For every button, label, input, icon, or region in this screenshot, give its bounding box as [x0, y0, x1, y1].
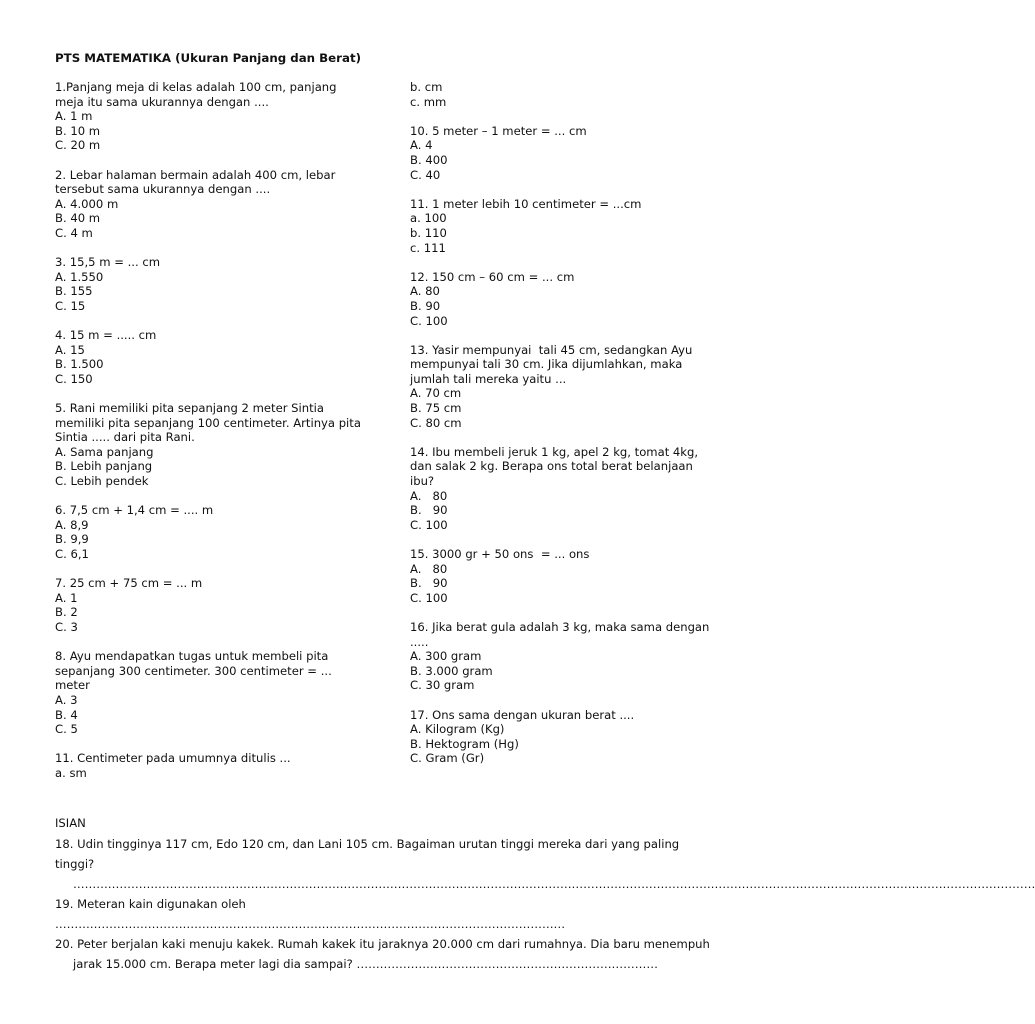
- question-block: [410, 197, 728, 255]
- question-block: [410, 270, 728, 328]
- answer-option: c. mm: [410, 94, 447, 109]
- answer-option: a. sm: [55, 765, 87, 780]
- answer-option: B. 2: [55, 605, 78, 620]
- left-question-column: [55, 80, 373, 795]
- answer-option: B. 90: [410, 576, 448, 591]
- answer-option: C. 100: [410, 590, 448, 605]
- question-text-line: meja itu sama ukurannya dengan ....: [55, 94, 269, 109]
- answer-option: C. 15: [55, 298, 86, 313]
- question-text-line: dan salak 2 kg. Berapa ons total berat belanjaan: [410, 459, 693, 474]
- answer-option: b. cm: [410, 80, 443, 94]
- question-text-line: 15. 3000 gr + 50 ons = ... ons: [410, 547, 590, 561]
- question-text-line: jumlah tali mereka yaitu ...: [410, 371, 567, 386]
- answer-option: B. Hektogram (Hg): [410, 736, 519, 751]
- question-18-line-1: 18. Udin tingginya 117 cm, Edo 120 cm, dan Lani 105 cm. Bagaiman urutan tinggi mereka dari yang paling: [55, 836, 680, 851]
- question-text-line: 11. Centimeter pada umumnya ditulis ...: [55, 751, 291, 766]
- question-20-line-1: 20. Peter berjalan kaki menuju kakek. Rumah kakek itu jaraknya 20.000 cm dari rumahnya. Dia baru menempuh: [55, 936, 710, 951]
- question-block: [55, 328, 373, 386]
- question-text-line: 16. Jika berat gula adalah 3 kg, maka sama dengan: [410, 619, 710, 634]
- answer-option: C. 80 cm: [410, 415, 462, 430]
- question-text-line: ibu?: [410, 474, 435, 489]
- question-text-line: 12. 150 cm – 60 cm = ... cm: [410, 269, 575, 284]
- question-text-line: 13. Yasir mempunyai tali 45 cm, sedangkan Ayu: [410, 342, 693, 357]
- question-block: [55, 503, 373, 561]
- answer-option: C. Gram (Gr): [410, 751, 485, 766]
- answer-option: B. 10 m: [55, 123, 101, 138]
- question-block: [55, 576, 373, 634]
- question-block: [410, 708, 728, 766]
- answer-option: A. Kilogram (Kg): [410, 722, 505, 737]
- question-text-line: .....: [410, 634, 429, 649]
- answer-option: A. Sama panjang: [55, 444, 154, 459]
- answer-option: C. 40: [410, 167, 441, 182]
- answer-option: A. 4: [410, 138, 433, 153]
- answer-option: b. 110: [410, 225, 447, 240]
- answer-option: C. 100: [410, 517, 448, 532]
- answer-option: C. 5: [55, 722, 78, 737]
- right-question-column: [410, 80, 728, 781]
- question-text-line: Sintia ..... dari pita Rani.: [55, 430, 195, 445]
- answer-option: c. 111: [410, 240, 446, 255]
- question-19: 19. Meteran kain digunakan oleh ……………………………………………………………………………………………………………………: [55, 896, 566, 931]
- answer-option: C. 20 m: [55, 138, 101, 153]
- answer-option: B. 400: [410, 152, 448, 167]
- answer-option: B. 90: [410, 298, 441, 313]
- question-text-line: 4. 15 m = ..... cm: [55, 328, 157, 343]
- question-text-line: mempunyai tali 30 cm. Jika dijumlahkan, maka: [410, 357, 683, 372]
- answer-option: B. 40 m: [55, 211, 101, 226]
- answer-option: A. 1: [55, 590, 78, 605]
- question-block: [410, 343, 728, 431]
- question-text-line: 10. 5 meter – 1 meter = ... cm: [410, 123, 587, 138]
- answer-option: B. 9,9: [55, 532, 89, 547]
- question-text-line: 2. Lebar halaman bermain adalah 400 cm, lebar: [55, 167, 336, 182]
- question-text-line: 6. 7,5 cm + 1,4 cm = .... m: [55, 503, 214, 518]
- question-block: [410, 620, 728, 693]
- answer-option: A. 80: [410, 488, 448, 503]
- isian-heading: ISIAN: [55, 816, 86, 830]
- answer-option: A. 1 m: [55, 109, 93, 124]
- answer-option: B. 1.500: [55, 357, 104, 372]
- answer-option: B. Lebih panjang: [55, 459, 153, 474]
- answer-option: A. 70 cm: [410, 386, 462, 401]
- answer-option: A. 8,9: [55, 517, 89, 532]
- answer-option: B. 4: [55, 707, 78, 722]
- answer-option: C. 30 gram: [410, 678, 475, 693]
- question-text-line: 7. 25 cm + 75 cm = ... m: [55, 576, 203, 591]
- answer-option: B. 3.000 gram: [410, 663, 493, 678]
- answer-option: A. 80: [410, 284, 440, 299]
- question-text-line: 3. 15,5 m = ... cm: [55, 255, 161, 270]
- answer-option: A. 4.000 m: [55, 196, 119, 211]
- question-text-line: memiliki pita sepanjang 100 centimeter. Artinya pita: [55, 415, 361, 430]
- question-block: [410, 124, 728, 182]
- question-text-line: sepanjang 300 centimeter. 300 centimeter = ...: [55, 663, 332, 678]
- question-block: [410, 80, 728, 109]
- answer-option: C. 4 m: [55, 225, 93, 240]
- answer-option: A. 80: [410, 561, 448, 576]
- question-text-line: 1.Panjang meja di kelas adalah 100 cm, panjang: [55, 80, 337, 94]
- answer-option: A. 300 gram: [410, 649, 482, 664]
- question-text-line: tersebut sama ukurannya dengan ....: [55, 182, 271, 197]
- answer-option: C. 150: [55, 371, 93, 386]
- answer-option: C. Lebih pendek: [55, 474, 149, 489]
- answer-option: B. 155: [55, 284, 93, 299]
- question-block: [55, 168, 373, 241]
- question-block: [55, 751, 373, 780]
- answer-option: C. 3: [55, 619, 78, 634]
- question-block: [55, 80, 373, 153]
- page-title: PTS MATEMATIKA (Ukuran Panjang dan Berat): [55, 51, 361, 65]
- question-18-line-2: tinggi?: [55, 856, 95, 871]
- answer-option: A. 15: [55, 342, 85, 357]
- isian-section: [55, 816, 1035, 974]
- question-text-line: 11. 1 meter lebih 10 centimeter = ...cm: [410, 196, 642, 211]
- question-block: [55, 255, 373, 313]
- question-text-line: 14. Ibu membeli jeruk 1 kg, apel 2 kg, tomat 4kg,: [410, 444, 699, 459]
- answer-option: B. 75 cm: [410, 401, 462, 416]
- answer-option: C. 100: [410, 313, 448, 328]
- answer-option: C. 6,1: [55, 547, 89, 561]
- question-text-line: 5. Rani memiliki pita sepanjang 2 meter Sintia: [55, 401, 324, 416]
- answer-option: A. 1.550: [55, 269, 104, 284]
- question-20-line-2: jarak 15.000 cm. Berapa meter lagi dia sampai? ……………………………………………………………………: [73, 956, 658, 971]
- question-block: [55, 649, 373, 737]
- question-text-line: meter: [55, 678, 90, 693]
- question-text-line: 8. Ayu mendapatkan tugas untuk membeli pita: [55, 649, 329, 664]
- answer-option: a. 100: [410, 211, 447, 226]
- question-block: [55, 401, 373, 489]
- answer-option: B. 90: [410, 503, 448, 518]
- question-18-answer-line: ……………………………………………………………………………………………………………………………………………………………………………………………………………………………: [73, 876, 1035, 891]
- question-text-line: 17. Ons sama dengan ukuran berat ....: [410, 707, 635, 722]
- question-block: [410, 445, 728, 533]
- answer-option: A. 3: [55, 692, 78, 707]
- question-block: [410, 547, 728, 605]
